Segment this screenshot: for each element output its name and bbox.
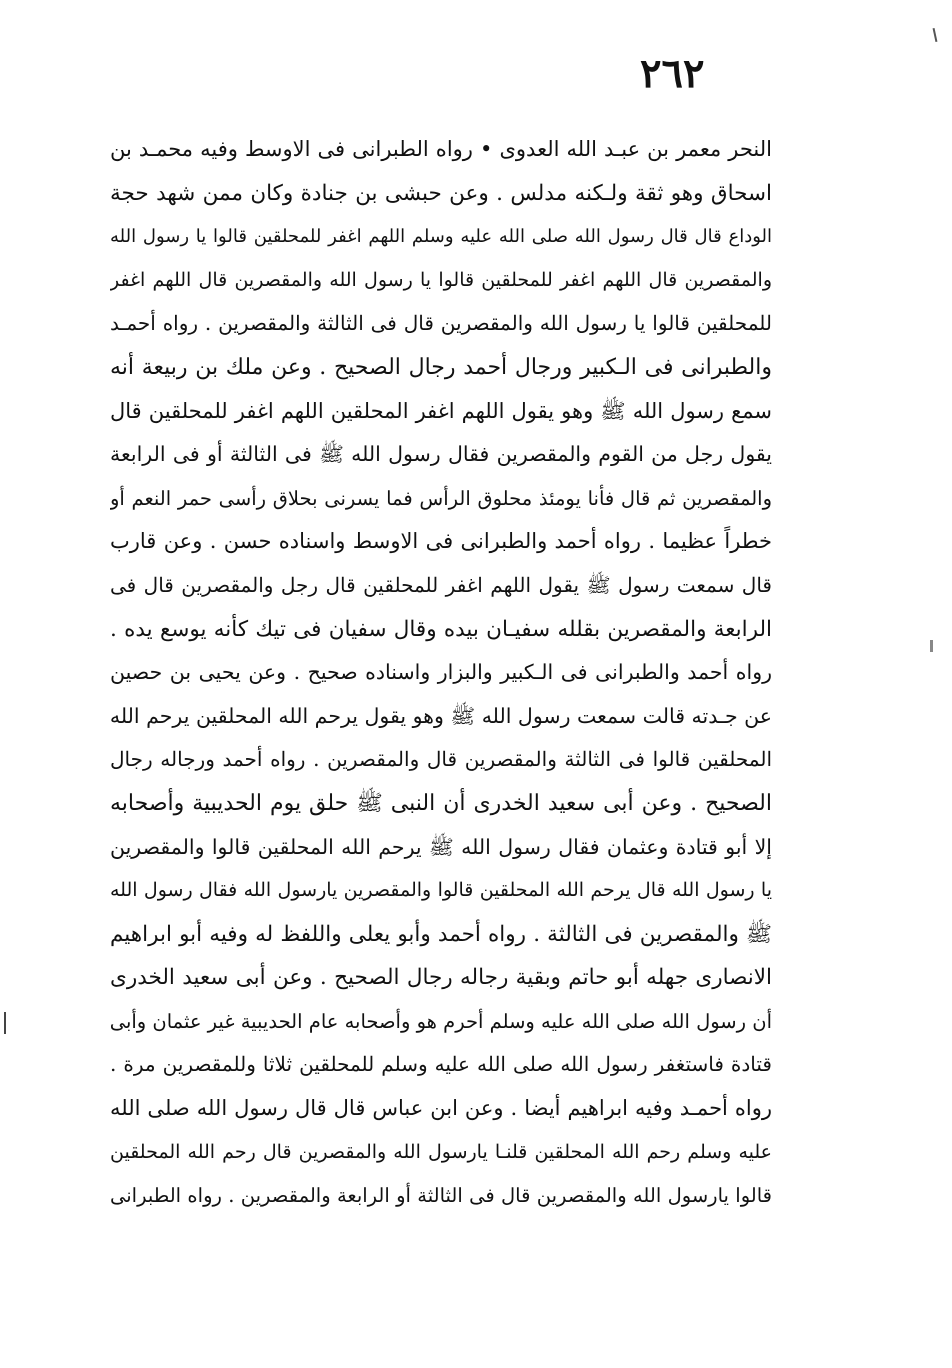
text-line: يا رسول الله قال يرحم الله المحلقين قالوا والمقصرين يارسول الله فقال رسول الله	[110, 879, 772, 902]
text-line: رواه أحمد والطبرانى فى الـكبير والبزار واسناده صحيح . وعن يحيى بن حصين	[110, 660, 772, 685]
text-line: قال سمعت رسول ﷺ يقول اللهم اغفر للمحلقين قال رجل والمقصرين قال فى	[110, 572, 772, 597]
text-line: الرابعة والمقصرين بقلله سفيـان بيده وقال سفيان فى تيك كأنه يوسع يده .	[110, 616, 772, 642]
text-line: اسحاق وهو ثقة ولـكنه مدلس . وعن حبشى بن جنادة وكان ممن شهد حجة	[110, 180, 772, 206]
text-line: خطراً عظيما . رواه أحمد والطبرانى فى الاوسط واسناده حسن . وعن قارب	[110, 529, 772, 554]
text-line: الوداع قال قال رسول الله صلى الله عليه وسلم اللهم اغفر للمحلقين قالوا يا رسول الله	[110, 226, 772, 248]
text-line: والمقصرين قال اللهم اغفر للمحلقين قالوا يا رسول الله والمقصرين قال اللهم اغفر	[110, 268, 772, 291]
body-text	[110, 128, 772, 1218]
text-line: سمع رسول الله ﷺ وهو يقول اللهم اغفر المحلقين اللهم اغفر للمحلقين قال	[110, 398, 772, 423]
text-line: عليه وسلم رحم الله المحلقين قلنـا يارسول الله والمقصرين قال رحم الله المحلقين	[110, 1140, 772, 1163]
text-line: أن رسول الله صلى الله عليه وسلم أحرم هو وأصحابه عام الحديبية غير عثمان وأبى	[110, 1009, 772, 1033]
text-line: عن جـدته قالت سمعت رسول الله ﷺ وهو يقول يرحم الله المحلقين يرحم الله	[110, 703, 772, 728]
text-line: المحلقين قالوا فى الثالثة والمقصرين قال والمقصرين . رواه أحمد ورجاله رجال	[110, 747, 772, 772]
text-line: إلا أبو قتادة وعثمان فقال رسول الله ﷺ يرحم الله المحلقين قالوا والمقصرين	[110, 834, 772, 859]
page-number: ٢٦٢	[640, 50, 705, 97]
text-line: النحر معمر بن عبـد الله العدوى • رواه الطبرانى فى الاوسط وفيه محمـد بن	[110, 137, 772, 161]
text-line: رواه أحمـد وفيه ابراهيم أيضا . وعن ابن عباس قال قال رسول الله صلى الله	[110, 1096, 772, 1121]
text-line: ﷺ والمقصرين فى الثالثة . رواه أحمد وأبو يعلى واللفظ له وفيه أبو ابراهيم	[110, 921, 772, 947]
text-line: قالوا يارسول الله والمقصرين قال فى الثالثة أو الرابعة والمقصرين . رواه الطبرانى	[110, 1184, 772, 1208]
text-line: الانصارى جهله أبو حاتم وبقية رجاله رجال الصحيح . وعن أبى سعيد الخدرى	[110, 965, 772, 991]
text-line: الصحيح . وعن أبى سعيد الخدرى أن النبى ﷺ حلق يوم الحديبية وأصحابه	[110, 790, 772, 816]
text-line: والمقصرين ثم قال فأنا يومئذ محلوق الرأس فما يسرنى بحلاق رأسى حمر النعم أو	[110, 486, 772, 510]
scan-mark	[4, 1012, 6, 1034]
scan-mark	[933, 28, 938, 42]
scan-mark	[930, 640, 933, 652]
text-line: للمحلقين قالوا يا رسول الله والمقصرين قال فى الثالثة والمقصرين . رواه أحمـد	[110, 311, 772, 336]
text-line: والطبرانى فى الـكبير ورجال أحمد رجال الصحيح . وعن ملك بن ربيعة أنه	[110, 354, 772, 380]
text-line: قتادة فاستغفر رسول الله صلى الله عليه وسلم للمحلقين ثلاثا وللمقصرين مرة .	[110, 1052, 772, 1077]
text-line: يقول رجل من القوم والمقصرين فقال رسول الله ﷺ فى الثالثة أو فى الرابعة	[110, 442, 772, 467]
